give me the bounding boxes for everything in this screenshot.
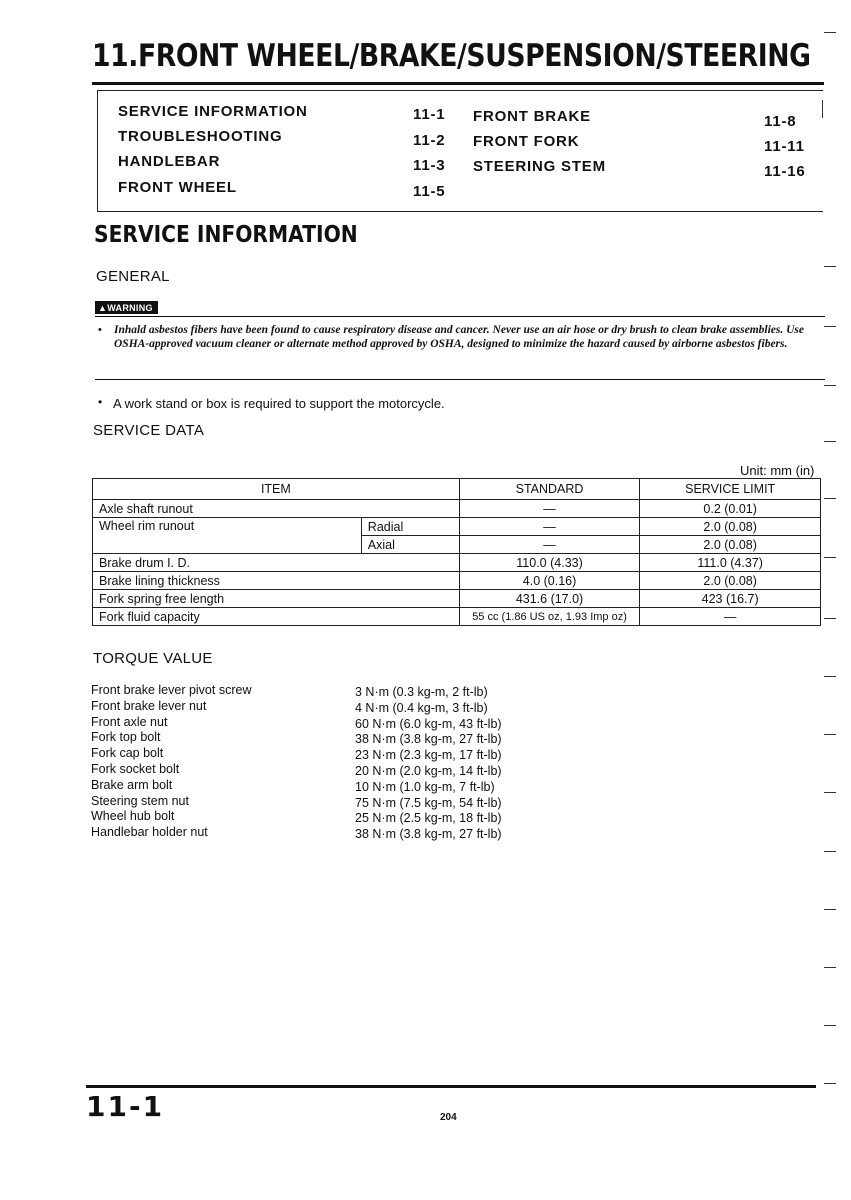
torque-part: Front brake lever pivot screw bbox=[91, 683, 252, 697]
toc-item-handlebar: HANDLEBAR bbox=[118, 153, 221, 170]
toc-page-front-fork: 11-11 bbox=[764, 138, 805, 155]
row-standard: 55 cc (1.86 US oz, 1.93 Imp oz) bbox=[459, 608, 640, 626]
torque-value: 75 N·m (7.5 kg-m, 54 ft-lb) bbox=[355, 795, 502, 810]
row-standard: — bbox=[459, 518, 640, 536]
table-row bbox=[93, 590, 821, 608]
toc-item-troubleshooting: TROUBLESHOOTING bbox=[118, 128, 283, 145]
edge-tick bbox=[824, 385, 836, 386]
edge-tick bbox=[824, 851, 836, 852]
row-sub: Axial bbox=[361, 536, 459, 554]
row-limit: 0.2 (0.01) bbox=[640, 500, 821, 518]
warning-badge bbox=[95, 301, 158, 314]
row-standard: 110.0 (4.33) bbox=[459, 554, 640, 572]
row-limit: 423 (16.7) bbox=[640, 590, 821, 608]
toc-item-front-fork: FRONT FORK bbox=[473, 133, 580, 150]
chapter-title: 11.FRONT WHEEL/BRAKE/SUSPENSION/STEERING bbox=[92, 38, 811, 74]
edge-tick bbox=[824, 498, 836, 499]
unit-label: Unit: mm (in) bbox=[740, 463, 815, 478]
edge-tick bbox=[824, 618, 836, 619]
warning-bullet: • bbox=[98, 324, 102, 336]
general-note: A work stand or box is required to support the motorcycle. bbox=[113, 396, 445, 411]
table-row bbox=[93, 554, 821, 572]
row-limit: 111.0 (4.37) bbox=[640, 554, 821, 572]
torque-heading: TORQUE VALUE bbox=[93, 650, 213, 667]
toc-page-front-wheel: 11-5 bbox=[413, 183, 446, 200]
header-service-limit: SERVICE LIMIT bbox=[640, 479, 821, 500]
torque-value: 60 N·m (6.0 kg-m, 43 ft-lb) bbox=[355, 716, 502, 731]
warning-top-rule bbox=[95, 316, 825, 317]
torque-part: Brake arm bolt bbox=[91, 777, 173, 792]
title-rule bbox=[92, 82, 824, 85]
edge-tick bbox=[824, 967, 836, 968]
toc-page-troubleshooting: 11-2 bbox=[413, 132, 446, 149]
toc-page-front-brake: 11-8 bbox=[764, 113, 797, 130]
service-data-table bbox=[92, 478, 821, 626]
torque-values-list bbox=[355, 685, 502, 843]
row-standard: 4.0 (0.16) bbox=[459, 572, 640, 590]
torque-value: 38 N·m (3.8 kg-m, 27 ft-lb) bbox=[355, 827, 502, 842]
edge-tick bbox=[824, 326, 836, 327]
row-sub: Radial bbox=[361, 518, 459, 536]
table-row bbox=[93, 500, 821, 518]
footer-rule bbox=[86, 1085, 816, 1088]
toc-item-service-information: SERVICE INFORMATION bbox=[118, 103, 308, 120]
page-number: 11-1 bbox=[86, 1090, 165, 1123]
toc-box-right-mark bbox=[822, 100, 823, 118]
section-title: SERVICE INFORMATION bbox=[94, 222, 358, 248]
note-bullet: • bbox=[98, 395, 103, 409]
torque-part: Front brake lever nut bbox=[91, 698, 207, 713]
torque-value: 20 N·m (2.0 kg-m, 14 ft-lb) bbox=[355, 763, 502, 778]
edge-tick bbox=[824, 1083, 836, 1084]
table-row bbox=[93, 518, 821, 536]
edge-tick bbox=[824, 734, 836, 735]
toc-page-service-information: 11-1 bbox=[413, 106, 446, 123]
warning-bottom-rule bbox=[95, 379, 825, 380]
row-item: Axle shaft runout bbox=[93, 500, 460, 518]
warning-badge-label: WARNING bbox=[107, 303, 153, 313]
row-standard: 431.6 (17.0) bbox=[459, 590, 640, 608]
torque-value: 38 N·m (3.8 kg-m, 27 ft-lb) bbox=[355, 732, 502, 747]
table-row bbox=[93, 608, 821, 626]
table-header-row bbox=[93, 479, 821, 500]
toc-item-front-wheel: FRONT WHEEL bbox=[118, 179, 237, 196]
edge-tick bbox=[824, 32, 836, 33]
torque-value: 23 N·m (2.3 kg-m, 17 ft-lb) bbox=[355, 748, 502, 763]
row-item: Brake drum I. D. bbox=[93, 554, 460, 572]
folio-number: 204 bbox=[440, 1112, 457, 1123]
torque-part: Front axle nut bbox=[91, 714, 168, 729]
row-item: Fork fluid capacity bbox=[93, 608, 460, 626]
torque-part: Fork cap bolt bbox=[91, 746, 164, 761]
torque-value: 25 N·m (2.5 kg-m, 18 ft-lb) bbox=[355, 811, 502, 826]
table-row bbox=[93, 572, 821, 590]
warning-text: Inhald asbestos fibers have been found to cause respiratory disease and cancer. Never use an air hose or dry brush to clean brake assemblies. Use OSHA-approved vacuum cleaner or alternate method approved by OSHA, designed to minimize the hazard caused by airborne asbestos fibers. bbox=[114, 324, 805, 350]
edge-tick bbox=[824, 441, 836, 442]
torque-part: Handlebar holder nut bbox=[91, 825, 208, 840]
row-limit: — bbox=[640, 608, 821, 626]
toc-item-front-brake: FRONT BRAKE bbox=[473, 108, 591, 125]
torque-value: 3 N·m (0.3 kg-m, 2 ft-lb) bbox=[355, 685, 488, 699]
torque-part: Steering stem nut bbox=[91, 793, 189, 808]
row-limit: 2.0 (0.08) bbox=[640, 572, 821, 590]
toc-item-steering-stem: STEERING STEM bbox=[473, 158, 606, 175]
torque-parts-list bbox=[91, 683, 251, 841]
service-data-heading: SERVICE DATA bbox=[93, 422, 205, 439]
header-standard: STANDARD bbox=[459, 479, 640, 500]
edge-tick bbox=[824, 792, 836, 793]
edge-tick bbox=[824, 909, 836, 910]
torque-part: Fork socket bolt bbox=[91, 761, 180, 776]
header-item: ITEM bbox=[93, 479, 460, 500]
torque-value: 4 N·m (0.4 kg-m, 3 ft-lb) bbox=[355, 700, 488, 715]
edge-tick bbox=[824, 1025, 836, 1026]
toc-page-handlebar: 11-3 bbox=[413, 157, 446, 174]
edge-tick bbox=[824, 266, 836, 267]
row-item: Brake lining thickness bbox=[93, 572, 460, 590]
toc-page-steering-stem: 11-16 bbox=[764, 163, 806, 180]
edge-tick bbox=[824, 676, 836, 677]
edge-tick bbox=[824, 557, 836, 558]
row-limit: 2.0 (0.08) bbox=[640, 536, 821, 554]
row-item: Fork spring free length bbox=[93, 590, 460, 608]
torque-value: 10 N·m (1.0 kg-m, 7 ft-lb) bbox=[355, 779, 495, 794]
row-standard: — bbox=[459, 500, 640, 518]
torque-part: Wheel hub bolt bbox=[91, 809, 175, 824]
warning-triangle-icon: ▲ bbox=[98, 303, 108, 313]
row-standard: — bbox=[459, 536, 640, 554]
row-limit: 2.0 (0.08) bbox=[640, 518, 821, 536]
row-item: Wheel rim runout bbox=[93, 518, 362, 554]
torque-part: Fork top bolt bbox=[91, 730, 161, 745]
general-heading: GENERAL bbox=[96, 268, 170, 285]
